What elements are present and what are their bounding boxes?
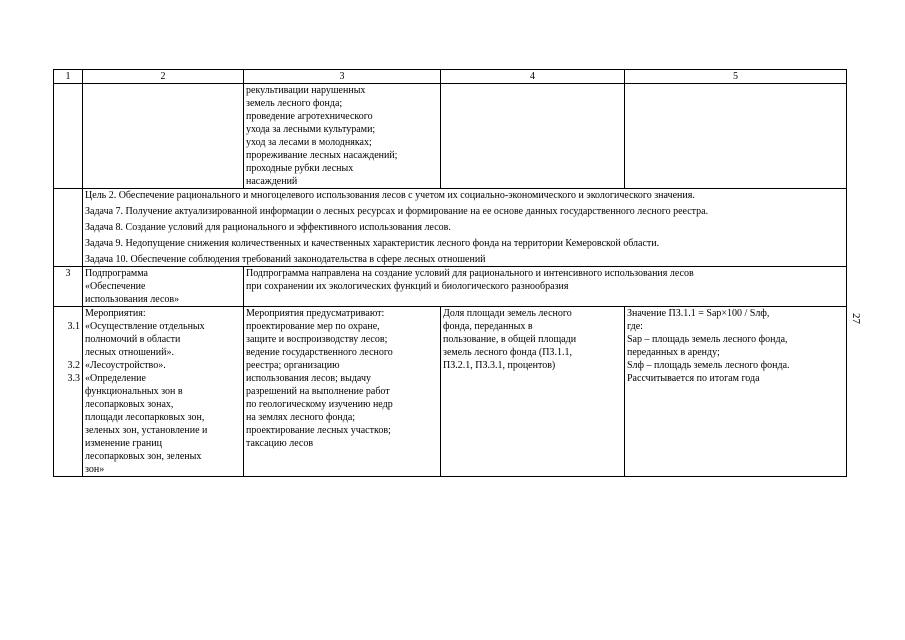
goal-title: Цель 2. Обеспечение рационального и многоцелевого использования лесов с учетом их социально-экономического и экологического значения. (85, 190, 695, 201)
measures-content-line: ведение государственного лесного (246, 347, 393, 358)
measures-method-cell (625, 307, 847, 477)
cont-num-cell (54, 84, 83, 189)
goal-cell (83, 189, 847, 267)
measures-row (54, 307, 847, 477)
measure-number: 3.3 (67, 373, 80, 384)
subprogram-description-line: Подпрограмма направлена на создание условий для рационального и интенсивного использования лесов (246, 268, 694, 279)
header-cell-1: 1 (54, 70, 83, 84)
measures-name-line: площади лесопарковых зон, (85, 412, 205, 423)
cont-method-cell (625, 84, 847, 189)
measures-name-line: «Лесоустройство». (85, 360, 166, 371)
header-cell-5: 5 (625, 70, 847, 84)
subprogram-description-cell (244, 267, 847, 307)
cont-line: земель лесного фонда; (246, 98, 343, 109)
measures-indicator-line: ПЗ.2.1, ПЗ.3.1, процентов) (443, 360, 556, 371)
measures-content-line: разрешений на выполнение работ (246, 386, 390, 397)
measures-indicator-line: фонда, переданных в (443, 321, 533, 332)
cont-line: рекультивации нарушенных (246, 85, 366, 96)
goal-num-cell (54, 189, 83, 267)
measure-number: 3.1 (67, 321, 80, 332)
measures-indicator-line: земель лесного фонда (ПЗ.1.1, (443, 347, 572, 358)
measures-method-line: где: (627, 321, 643, 332)
header-row (54, 70, 847, 84)
measures-name-cell (83, 307, 244, 477)
task-7: Задача 7. Получение актуализированной информации о лесных ресурсах и формирование на ее основе данных государственного лесного реестра. (85, 206, 709, 217)
continuation-row (54, 84, 847, 189)
measures-name-line: лесопарковых зон, зеленых (85, 451, 202, 462)
measures-name-line: «Осуществление отдельных (85, 321, 205, 332)
subprogram-name-line: использования лесов» (85, 294, 180, 305)
measures-method-line: переданных в аренду; (627, 347, 720, 358)
cont-line: прореживание лесных насаждений; (246, 150, 398, 161)
page-number: 27 (850, 313, 862, 324)
measures-content-cell (244, 307, 441, 477)
subprogram-name-line: «Обеспечение (85, 281, 146, 292)
measures-name-line: лесных отношений». (85, 347, 174, 358)
measure-number: 3.2 (67, 360, 80, 371)
task-9: Задача 9. Недопущение снижения количественных и качественных характеристик лесного фонда на территории Кемеровской области. (85, 238, 660, 249)
measures-name-line: Мероприятия: (85, 308, 146, 319)
measures-content-line: на землях лесного фонда; (246, 412, 356, 423)
subprogram-row (54, 267, 847, 307)
measures-method-line: Рассчитывается по итогам года (627, 373, 760, 384)
measures-indicator-cell (441, 307, 625, 477)
measures-name-line: зеленых зон, установление и (85, 425, 208, 436)
cont-line: уход за лесами в молодняках; (246, 137, 372, 148)
goal-row (54, 189, 847, 267)
subprogram-description-line: при сохранении их экологических функций и биологического разнообразия (246, 281, 569, 292)
measures-content-line: проектирование лесных участков; (246, 425, 391, 436)
header-cell-4: 4 (441, 70, 625, 84)
cont-line: проведение агротехнического (246, 111, 373, 122)
measures-name-line: лесопарковых зонах, (85, 399, 174, 410)
measure-numbers-cell (54, 307, 83, 477)
header-cell-2: 2 (83, 70, 244, 84)
measures-name-line: зон» (85, 464, 105, 475)
measures-indicator-line: Доля площади земель лесного (443, 308, 572, 319)
measures-content-line: по геологическому изучению недр (246, 399, 393, 410)
task-8: Задача 8. Создание условий для рационального и эффективного использования лесов. (85, 222, 451, 233)
measures-method-line: Sар – площадь земель лесного фонда, (627, 334, 788, 345)
measures-content-line: использования лесов; выдачу (246, 373, 371, 384)
subprogram-num: 3 (54, 267, 83, 307)
cont-line: насаждений (246, 176, 298, 187)
measures-content-line: таксацию лесов (246, 438, 314, 449)
program-table (53, 69, 847, 477)
measures-name-line: функциональных зон в (85, 386, 183, 397)
measures-name-line: «Определение (85, 373, 146, 384)
measures-name-line: изменение границ (85, 438, 162, 449)
measures-content-line: Мероприятия предусматривают: (246, 308, 385, 319)
measures-content-line: защите и воспроизводству лесов; (246, 334, 388, 345)
measures-name-line: полномочий в области (85, 334, 181, 345)
cont-name-cell (83, 84, 244, 189)
measures-method-line: Sлф – площадь земель лесного фонда. (627, 360, 790, 371)
measures-method-line: Значение ПЗ.1.1 = Sар×100 / Sлф, (627, 308, 770, 319)
measures-content-line: проектирование мер по охране, (246, 321, 380, 332)
measures-indicator-line: пользование, в общей площади (443, 334, 577, 345)
cont-line: ухода за лесными культурами; (246, 124, 376, 135)
subprogram-name-line: Подпрограмма (85, 268, 148, 279)
cont-content-cell (244, 84, 441, 189)
measures-content-line: реестра; организацию (246, 360, 340, 371)
subprogram-name-cell (83, 267, 244, 307)
task-10: Задача 10. Обеспечение соблюдения требований законодательства в сфере лесных отношений (85, 254, 486, 265)
header-cell-3: 3 (244, 70, 441, 84)
cont-line: проходные рубки лесных (246, 163, 354, 174)
cont-indicator-cell (441, 84, 625, 189)
